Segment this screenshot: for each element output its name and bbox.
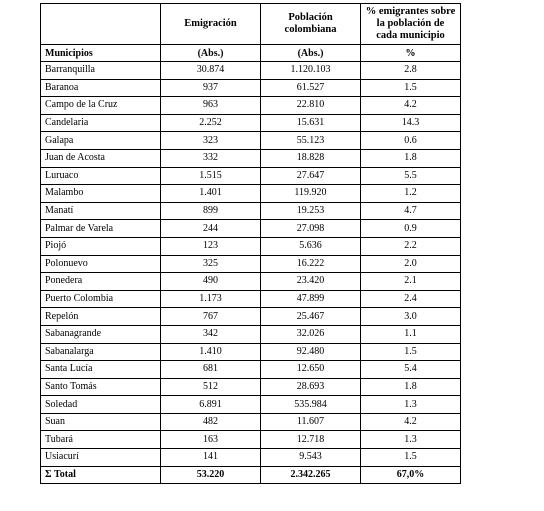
total-poblacion: 2.342.265 — [261, 466, 361, 483]
cell-poblacion: 119.920 — [261, 185, 361, 203]
cell-municipio: Ponedera — [41, 273, 161, 291]
cell-poblacion: 5.636 — [261, 237, 361, 255]
cell-emigracion: 490 — [161, 273, 261, 291]
cell-poblacion: 1.120.103 — [261, 62, 361, 80]
cell-porcentaje: 1.5 — [361, 449, 461, 467]
cell-porcentaje: 1.5 — [361, 79, 461, 97]
subheader-porcentaje: % — [361, 45, 461, 62]
cell-emigracion: 1.515 — [161, 167, 261, 185]
cell-poblacion: 32.026 — [261, 325, 361, 343]
cell-municipio: Santo Tomás — [41, 378, 161, 396]
cell-municipio: Sabanalarga — [41, 343, 161, 361]
cell-porcentaje: 2.8 — [361, 62, 461, 80]
cell-emigracion: 1.410 — [161, 343, 261, 361]
cell-porcentaje: 1.8 — [361, 378, 461, 396]
subheader-poblacion-abs: (Abs.) — [261, 45, 361, 62]
table-row — [41, 308, 461, 326]
cell-poblacion: 12.650 — [261, 361, 361, 379]
cell-municipio: Baranoa — [41, 79, 161, 97]
cell-emigracion: 963 — [161, 97, 261, 115]
cell-emigracion: 937 — [161, 79, 261, 97]
cell-emigracion: 30.874 — [161, 62, 261, 80]
cell-municipio: Polonuevo — [41, 255, 161, 273]
total-label: Σ Total — [41, 466, 161, 483]
cell-emigracion: 342 — [161, 325, 261, 343]
table-row — [41, 167, 461, 185]
cell-porcentaje: 0.9 — [361, 220, 461, 238]
total-emigracion: 53.220 — [161, 466, 261, 483]
header-emigracion: Emigración — [161, 4, 261, 45]
cell-emigracion: 141 — [161, 449, 261, 467]
cell-poblacion: 28.693 — [261, 378, 361, 396]
cell-poblacion: 61.527 — [261, 79, 361, 97]
table-row — [41, 202, 461, 220]
cell-poblacion: 25.467 — [261, 308, 361, 326]
cell-poblacion: 11.607 — [261, 413, 361, 431]
cell-poblacion: 19.253 — [261, 202, 361, 220]
cell-porcentaje: 2.1 — [361, 273, 461, 291]
header-poblacion: Población colombiana — [261, 4, 361, 45]
table-row — [41, 114, 461, 132]
cell-poblacion: 9.543 — [261, 449, 361, 467]
cell-municipio: Manatí — [41, 202, 161, 220]
cell-municipio: Soledad — [41, 396, 161, 414]
cell-porcentaje: 14.3 — [361, 114, 461, 132]
cell-emigracion: 482 — [161, 413, 261, 431]
cell-poblacion: 23.420 — [261, 273, 361, 291]
subheader-emigracion-abs: (Abs.) — [161, 45, 261, 62]
cell-poblacion: 18.828 — [261, 149, 361, 167]
cell-porcentaje: 5.5 — [361, 167, 461, 185]
cell-municipio: Tubará — [41, 431, 161, 449]
cell-poblacion: 92.480 — [261, 343, 361, 361]
cell-porcentaje: 4.2 — [361, 413, 461, 431]
table-row — [41, 237, 461, 255]
cell-porcentaje: 2.0 — [361, 255, 461, 273]
cell-emigracion: 899 — [161, 202, 261, 220]
cell-porcentaje: 1.3 — [361, 396, 461, 414]
cell-poblacion: 27.647 — [261, 167, 361, 185]
table-row — [41, 97, 461, 115]
cell-municipio: Barranquilla — [41, 62, 161, 80]
cell-municipio: Puerto Colombia — [41, 290, 161, 308]
cell-municipio: Juan de Acosta — [41, 149, 161, 167]
cell-emigracion: 323 — [161, 132, 261, 150]
table-row — [41, 343, 461, 361]
table-row — [41, 62, 461, 80]
cell-poblacion: 55.123 — [261, 132, 361, 150]
subheader-municipios: Municipios — [41, 45, 161, 62]
table-row — [41, 325, 461, 343]
cell-emigracion: 767 — [161, 308, 261, 326]
cell-emigracion: 244 — [161, 220, 261, 238]
cell-municipio: Sabanagrande — [41, 325, 161, 343]
cell-emigracion: 6.891 — [161, 396, 261, 414]
table-row — [41, 378, 461, 396]
cell-poblacion: 15.631 — [261, 114, 361, 132]
table-row — [41, 149, 461, 167]
cell-porcentaje: 1.2 — [361, 185, 461, 203]
table-row — [41, 413, 461, 431]
cell-porcentaje: 4.7 — [361, 202, 461, 220]
cell-porcentaje: 3.0 — [361, 308, 461, 326]
cell-emigracion: 681 — [161, 361, 261, 379]
cell-poblacion: 535.984 — [261, 396, 361, 414]
cell-municipio: Malambo — [41, 185, 161, 203]
cell-municipio: Suan — [41, 413, 161, 431]
cell-municipio: Luruaco — [41, 167, 161, 185]
table-body — [41, 62, 461, 484]
cell-municipio: Galapa — [41, 132, 161, 150]
table-row — [41, 132, 461, 150]
cell-porcentaje: 1.1 — [361, 325, 461, 343]
cell-emigracion: 163 — [161, 431, 261, 449]
cell-porcentaje: 2.2 — [361, 237, 461, 255]
cell-municipio: Campo de la Cruz — [41, 97, 161, 115]
table-subheader-row — [41, 45, 461, 62]
table-header-row — [41, 4, 461, 45]
table-row — [41, 255, 461, 273]
cell-municipio: Piojó — [41, 237, 161, 255]
cell-poblacion: 22.810 — [261, 97, 361, 115]
cell-municipio: Candelaria — [41, 114, 161, 132]
cell-poblacion: 47.899 — [261, 290, 361, 308]
table-row — [41, 396, 461, 414]
cell-municipio: Palmar de Varela — [41, 220, 161, 238]
total-row — [41, 466, 461, 483]
cell-porcentaje: 0.6 — [361, 132, 461, 150]
cell-municipio: Usiacurí — [41, 449, 161, 467]
table-row — [41, 290, 461, 308]
table-row — [41, 449, 461, 467]
cell-emigracion: 325 — [161, 255, 261, 273]
emigration-table — [40, 3, 461, 484]
cell-poblacion: 12.718 — [261, 431, 361, 449]
table-row — [41, 361, 461, 379]
cell-emigracion: 1.173 — [161, 290, 261, 308]
cell-porcentaje: 1.8 — [361, 149, 461, 167]
table-row — [41, 220, 461, 238]
cell-emigracion: 123 — [161, 237, 261, 255]
header-blank — [41, 4, 161, 45]
cell-municipio: Santa Lucía — [41, 361, 161, 379]
cell-emigracion: 1.401 — [161, 185, 261, 203]
cell-emigracion: 332 — [161, 149, 261, 167]
cell-porcentaje: 5.4 — [361, 361, 461, 379]
cell-poblacion: 16.222 — [261, 255, 361, 273]
cell-poblacion: 27.098 — [261, 220, 361, 238]
table-row — [41, 431, 461, 449]
cell-porcentaje: 1.3 — [361, 431, 461, 449]
table-row — [41, 185, 461, 203]
cell-porcentaje: 2.4 — [361, 290, 461, 308]
cell-emigracion: 512 — [161, 378, 261, 396]
cell-porcentaje: 4.2 — [361, 97, 461, 115]
total-porcentaje: 67,0% — [361, 466, 461, 483]
cell-municipio: Repelón — [41, 308, 161, 326]
table-row — [41, 273, 461, 291]
cell-porcentaje: 1.5 — [361, 343, 461, 361]
table-row — [41, 79, 461, 97]
cell-emigracion: 2.252 — [161, 114, 261, 132]
header-porcentaje: % emigrantes sobre la población de cada municipio — [361, 4, 461, 45]
